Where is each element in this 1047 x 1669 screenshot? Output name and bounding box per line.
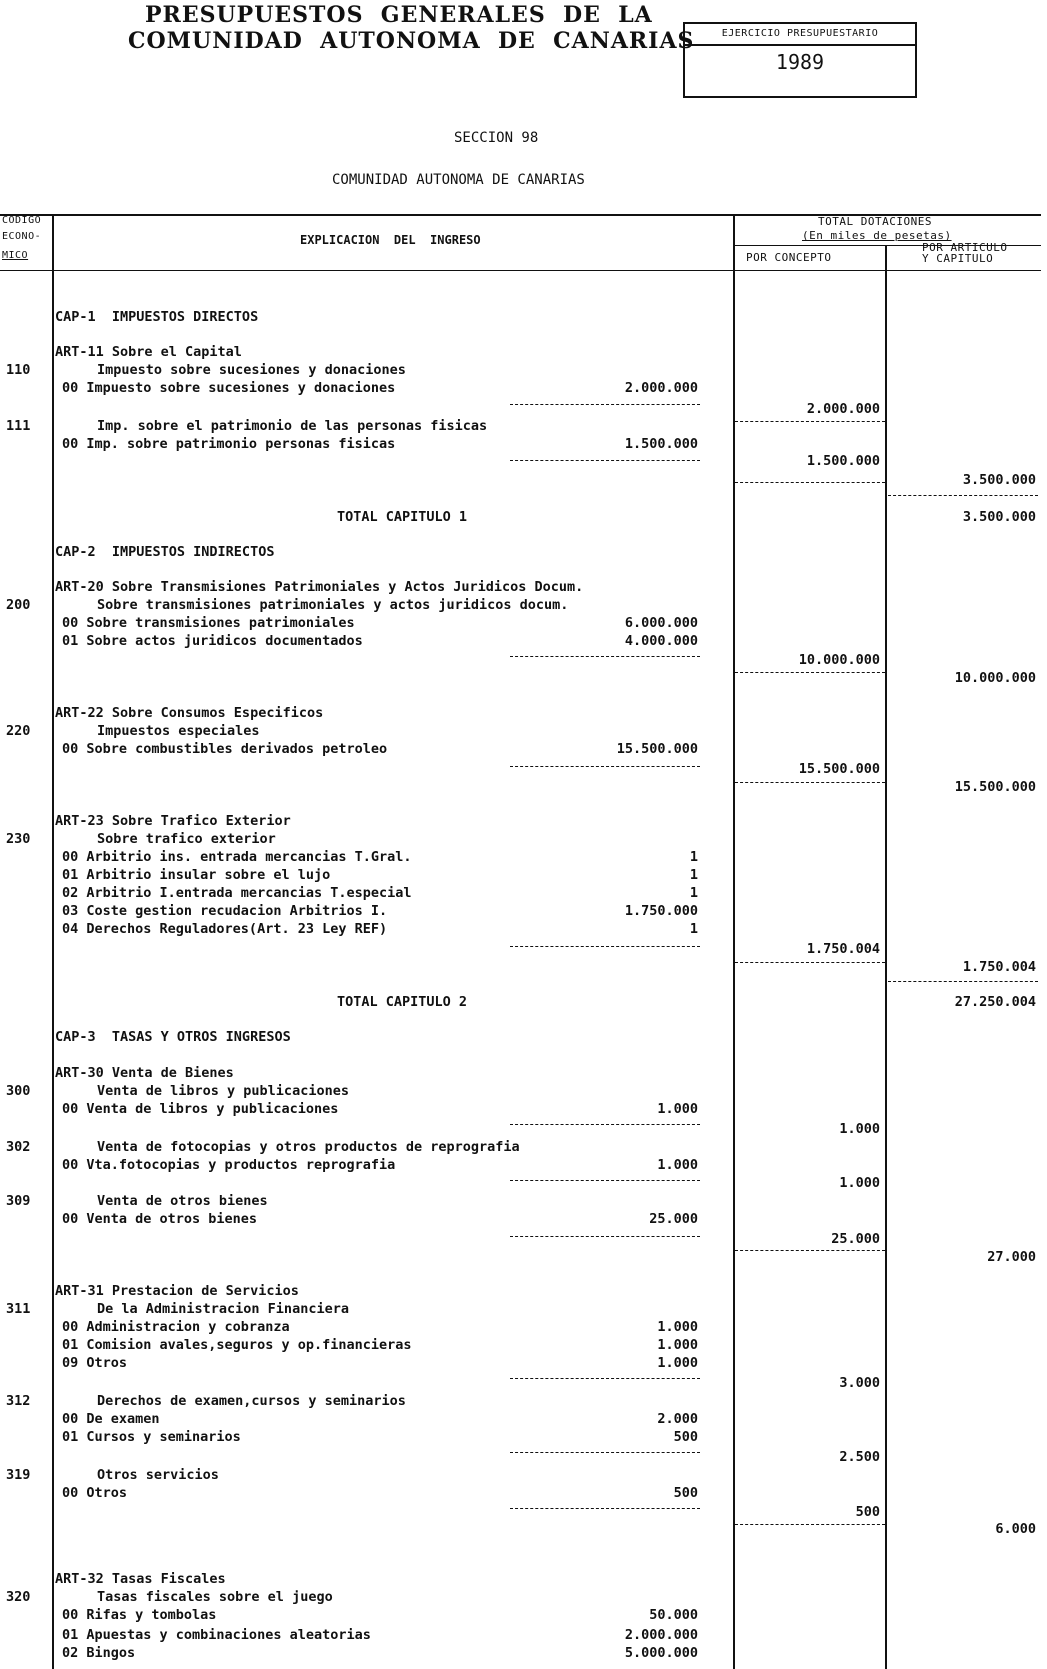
row-amount: 500 bbox=[673, 1429, 698, 1445]
row-amount: 1.750.000 bbox=[624, 903, 698, 919]
row-description: CAP-1 IMPUESTOS DIRECTOS bbox=[55, 309, 259, 325]
row-description: Sobre transmisiones patrimoniales y actos juridicos docum. bbox=[97, 597, 569, 613]
ejercicio-label: EJERCICIO PRESUPUESTARIO bbox=[685, 24, 915, 46]
explicacion-header: EXPLICACION DEL INGRESO bbox=[300, 233, 481, 247]
row-description: ART-30 Venta de Bienes bbox=[55, 1065, 234, 1081]
row-amount: 6.000.000 bbox=[624, 615, 698, 631]
row-amount: 1 bbox=[689, 921, 698, 937]
row-description: 03 Coste gestion recudacion Arbitrios I. bbox=[62, 903, 388, 919]
row-description: 04 Derechos Reguladores(Art. 23 Ley REF) bbox=[62, 921, 388, 937]
concepto-subtotal-rule bbox=[735, 421, 885, 422]
row-code: 230 bbox=[6, 831, 31, 847]
row-description: Tasas fiscales sobre el juego bbox=[97, 1589, 333, 1605]
row-amount: 1.500.000 bbox=[624, 436, 698, 452]
concepto-subtotal-rule bbox=[735, 782, 885, 783]
amount-subtotal-rule bbox=[510, 766, 700, 767]
subtitle: COMUNIDAD AUTONOMA DE CANARIAS bbox=[332, 172, 585, 188]
row-code: 300 bbox=[6, 1083, 31, 1099]
row-description: Imp. sobre el patrimonio de las personas fisicas bbox=[97, 418, 488, 434]
concepto-subtotal-rule bbox=[735, 962, 885, 963]
amount-subtotal-rule bbox=[510, 1452, 700, 1453]
row-amount: 1.000 bbox=[657, 1337, 698, 1353]
concepto-total: 500 bbox=[855, 1504, 880, 1520]
row-amount: 1 bbox=[689, 885, 698, 901]
row-description: 00 Rifas y tombolas bbox=[62, 1607, 217, 1623]
concepto-total: 2.500 bbox=[839, 1449, 880, 1465]
row-description: 00 Impuesto sobre sucesiones y donaciones bbox=[62, 380, 396, 396]
row-amount: 15.500.000 bbox=[616, 741, 698, 757]
document-title-line-2: COMUNIDAD AUTONOMA DE CANARIAS bbox=[128, 28, 695, 54]
articulo-total: 6.000 bbox=[995, 1521, 1036, 1537]
articulo-total: 3.500.000 bbox=[962, 472, 1036, 488]
row-description: 01 Cursos y seminarios bbox=[62, 1429, 241, 1445]
document-title-line-1: PRESUPUESTOS GENERALES DE LA bbox=[145, 2, 653, 28]
amount-subtotal-rule bbox=[510, 1378, 700, 1379]
row-description: Otros servicios bbox=[97, 1467, 219, 1483]
chapter-total-label: TOTAL CAPITULO 1 bbox=[337, 509, 468, 525]
concepto-subtotal-rule bbox=[735, 482, 885, 483]
amount-subtotal-rule bbox=[510, 1508, 700, 1509]
total-dotaciones-header: TOTAL DOTACIONES bbox=[818, 215, 932, 228]
concepto-column-right-rule bbox=[885, 245, 887, 1669]
amount-subtotal-rule bbox=[510, 404, 700, 405]
amount-subtotal-rule bbox=[510, 1180, 700, 1181]
row-description: 00 Venta de otros bienes bbox=[62, 1211, 258, 1227]
row-amount: 1.000 bbox=[657, 1319, 698, 1335]
concepto-column-left-rule bbox=[733, 214, 735, 1669]
concepto-total: 3.000 bbox=[839, 1375, 880, 1391]
por-articulo-header-2: Y CAPITULO bbox=[922, 252, 994, 265]
concepto-subtotal-rule bbox=[735, 1524, 885, 1525]
row-amount: 2.000.000 bbox=[624, 380, 698, 396]
row-code: 309 bbox=[6, 1193, 31, 1209]
row-description: 01 Comision avales,seguros y op.financieras bbox=[62, 1337, 412, 1353]
row-amount: 2.000 bbox=[657, 1411, 698, 1427]
por-concepto-header: POR CONCEPTO bbox=[746, 251, 832, 264]
articulo-total: 27.000 bbox=[987, 1249, 1036, 1265]
articulo-subtotal-rule bbox=[888, 495, 1038, 496]
amount-subtotal-rule bbox=[510, 1236, 700, 1237]
concepto-total: 2.000.000 bbox=[806, 401, 880, 417]
ejercicio-year: 1989 bbox=[775, 50, 825, 74]
concepto-total: 1.000 bbox=[839, 1121, 880, 1137]
amount-subtotal-rule bbox=[510, 460, 700, 461]
chapter-total-label: TOTAL CAPITULO 2 bbox=[337, 994, 468, 1010]
row-amount: 4.000.000 bbox=[624, 633, 698, 649]
articulo-total: 27.250.004 bbox=[954, 994, 1036, 1010]
concepto-total: 10.000.000 bbox=[798, 652, 880, 668]
row-description: ART-23 Sobre Trafico Exterior bbox=[55, 813, 291, 829]
row-code: 319 bbox=[6, 1467, 31, 1483]
row-description: 00 Otros bbox=[62, 1485, 128, 1501]
amount-subtotal-rule bbox=[510, 946, 700, 947]
row-description: Impuestos especiales bbox=[97, 723, 260, 739]
seccion-label: SECCION 98 bbox=[454, 130, 539, 146]
codigo-header-2: ECONO- bbox=[2, 231, 42, 242]
row-code: 320 bbox=[6, 1589, 31, 1605]
concepto-total: 1.000 bbox=[839, 1175, 880, 1191]
en-miles-header: (En miles de pesetas) bbox=[802, 229, 952, 242]
row-code: 110 bbox=[6, 362, 31, 378]
articulo-total: 1.750.004 bbox=[962, 959, 1036, 975]
row-description: 00 Arbitrio ins. entrada mercancias T.Gral. bbox=[62, 849, 412, 865]
row-amount: 25.000 bbox=[649, 1211, 698, 1227]
row-description: 00 Administracion y cobranza bbox=[62, 1319, 290, 1335]
row-amount: 1.000 bbox=[657, 1101, 698, 1117]
row-description: ART-22 Sobre Consumos Especificos bbox=[55, 705, 324, 721]
row-description: 00 Sobre transmisiones patrimoniales bbox=[62, 615, 355, 631]
row-description: 01 Apuestas y combinaciones aleatorias bbox=[62, 1627, 371, 1643]
row-description: Venta de libros y publicaciones bbox=[97, 1083, 349, 1099]
codigo-header-3: MICO bbox=[2, 250, 29, 261]
row-description: ART-31 Prestacion de Servicios bbox=[55, 1283, 299, 1299]
row-description: 00 Sobre combustibles derivados petroleo bbox=[62, 741, 388, 757]
row-description: CAP-3 TASAS Y OTROS INGRESOS bbox=[55, 1029, 291, 1045]
row-amount: 1 bbox=[689, 867, 698, 883]
row-amount: 5.000.000 bbox=[624, 1645, 698, 1661]
row-description: 09 Otros bbox=[62, 1355, 128, 1371]
row-description: 02 Bingos bbox=[62, 1645, 136, 1661]
row-description: ART-32 Tasas Fiscales bbox=[55, 1571, 226, 1587]
row-description: ART-11 Sobre el Capital bbox=[55, 344, 242, 360]
row-code: 312 bbox=[6, 1393, 31, 1409]
ejercicio-box bbox=[683, 22, 917, 98]
row-description: 00 De examen bbox=[62, 1411, 160, 1427]
articulo-subtotal-rule bbox=[888, 981, 1038, 982]
row-code: 111 bbox=[6, 418, 31, 434]
row-amount: 50.000 bbox=[649, 1607, 698, 1623]
row-code: 311 bbox=[6, 1301, 31, 1317]
row-description: De la Administracion Financiera bbox=[97, 1301, 349, 1317]
concepto-total: 1.500.000 bbox=[806, 453, 880, 469]
row-code: 302 bbox=[6, 1139, 31, 1155]
row-description: Venta de fotocopias y otros productos de reprografia bbox=[97, 1139, 520, 1155]
amount-subtotal-rule bbox=[510, 656, 700, 657]
row-amount: 500 bbox=[673, 1485, 698, 1501]
row-description: 00 Venta de libros y publicaciones bbox=[62, 1101, 339, 1117]
concepto-subtotal-rule bbox=[735, 672, 885, 673]
por-articulo-header-1: POR ARTICULO bbox=[922, 241, 1008, 254]
row-description: 01 Arbitrio insular sobre el lujo bbox=[62, 867, 331, 883]
row-description: 00 Vta.fotocopias y productos reprografia bbox=[62, 1157, 396, 1173]
articulo-total: 10.000.000 bbox=[954, 670, 1036, 686]
row-description: Impuesto sobre sucesiones y donaciones bbox=[97, 362, 406, 378]
row-description: ART-20 Sobre Transmisiones Patrimoniales y Actos Juridicos Docum. bbox=[55, 579, 584, 595]
row-description: Derechos de examen,cursos y seminarios bbox=[97, 1393, 406, 1409]
concepto-subtotal-rule bbox=[735, 1250, 885, 1251]
row-description: CAP-2 IMPUESTOS INDIRECTOS bbox=[55, 544, 275, 560]
row-description: Venta de otros bienes bbox=[97, 1193, 268, 1209]
concepto-total: 15.500.000 bbox=[798, 761, 880, 777]
row-description: 02 Arbitrio I.entrada mercancias T.especial bbox=[62, 885, 412, 901]
row-amount: 1.000 bbox=[657, 1157, 698, 1173]
concepto-total: 25.000 bbox=[831, 1231, 880, 1247]
row-code: 200 bbox=[6, 597, 31, 613]
row-amount: 2.000.000 bbox=[624, 1627, 698, 1643]
concepto-total: 1.750.004 bbox=[806, 941, 880, 957]
row-amount: 1.000 bbox=[657, 1355, 698, 1371]
amount-subtotal-rule bbox=[510, 1124, 700, 1125]
articulo-total: 15.500.000 bbox=[954, 779, 1036, 795]
row-description: 00 Imp. sobre patrimonio personas fisicas bbox=[62, 436, 396, 452]
row-amount: 1 bbox=[689, 849, 698, 865]
row-description: 01 Sobre actos juridicos documentados bbox=[62, 633, 363, 649]
codigo-header-1: CODIGO bbox=[2, 215, 42, 226]
row-description: Sobre trafico exterior bbox=[97, 831, 276, 847]
row-code: 220 bbox=[6, 723, 31, 739]
codigo-column-rule bbox=[52, 214, 54, 1669]
articulo-total: 3.500.000 bbox=[962, 509, 1036, 525]
